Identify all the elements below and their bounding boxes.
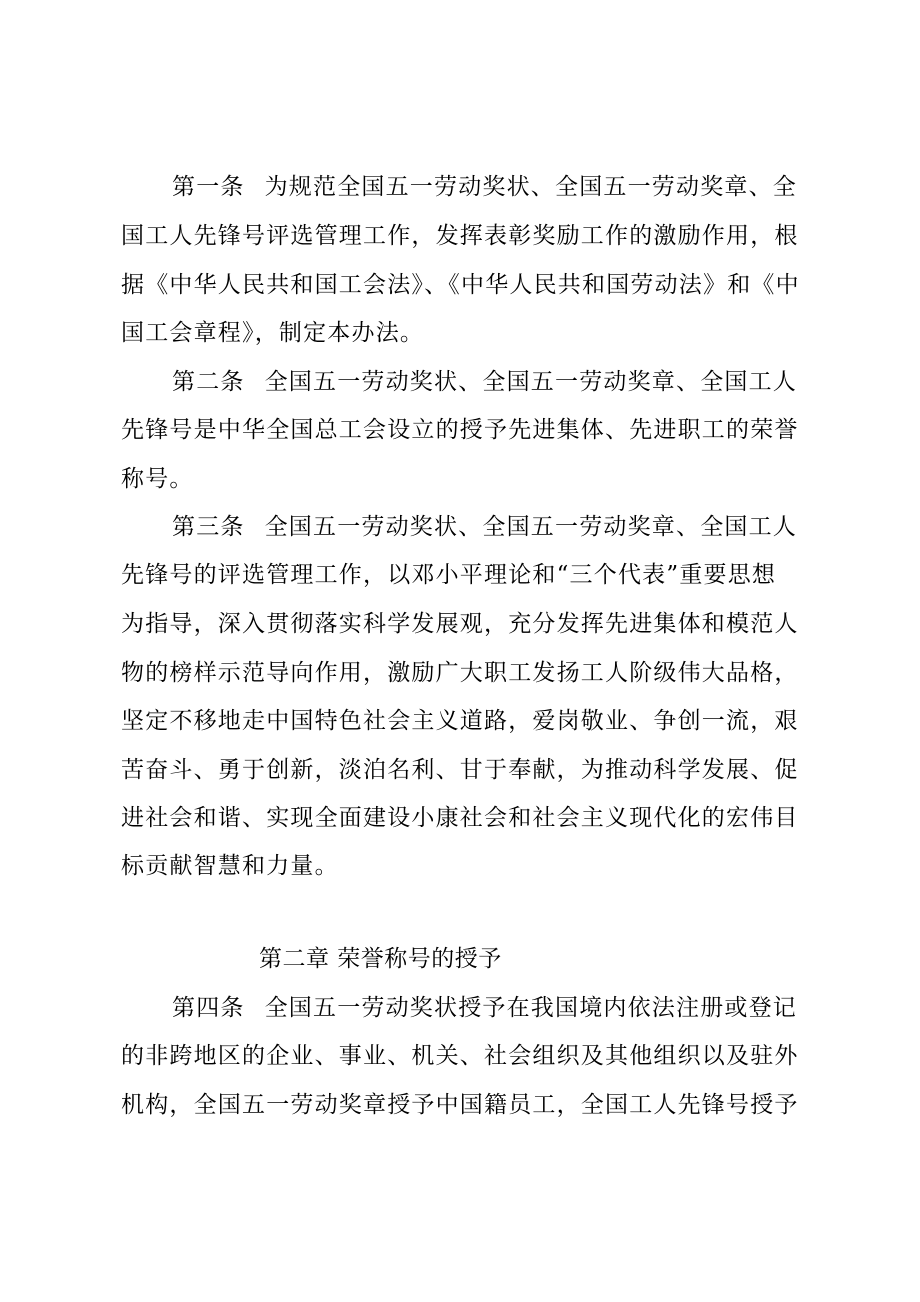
article-1-line-3: 据《中华人民共和国工会法》、《中华人民共和国劳动法》和《中	[121, 272, 800, 298]
article-1-line-4: 国工会章程》，制定本办法。	[121, 320, 425, 346]
article-4-text: 全国五一劳动奖状授予在我国境内依法注册或登记	[264, 995, 798, 1021]
article-3-label: 第三条	[172, 514, 245, 540]
article-2-line-1	[172, 367, 812, 397]
article-3-line-2: 先锋号的评选管理工作，以邓小平理论和“三个代表”重要思想	[121, 562, 777, 588]
chapter-heading: 第二章 荣誉称号的授予	[259, 946, 502, 972]
article-4-label: 第四条	[172, 995, 245, 1021]
article-2-label: 第二条	[172, 369, 245, 395]
article-2-line-2: 先锋号是中华全国总工会设立的授予先进集体、先进职工的荣誉	[121, 417, 799, 443]
article-4-line-1	[172, 993, 812, 1023]
article-4-line-2: 的非跨地区的企业、事业、机关、社会组织及其他组织以及驻外	[121, 1043, 799, 1069]
article-3-line-5: 坚定不移地走中国特色社会主义道路，爱岗敬业、争创一流，艰	[121, 708, 799, 734]
article-1-line-2: 国工人先锋号评选管理工作，发挥表彰奖励工作的激励作用，根	[121, 223, 799, 249]
article-1-line-1	[172, 172, 812, 202]
article-3-line-4: 物的榜样示范导向作用，激励广大职工发扬工人阶级伟大品格，	[121, 660, 799, 686]
article-2-line-3: 称号。	[121, 466, 194, 492]
article-3-line-6: 苦奋斗、勇于创新，淡泊名利、甘于奉献，为推动科学发展、促	[121, 757, 799, 783]
article-3-line-3: 为指导，深入贯彻落实科学发展观，充分发挥先进集体和模范人	[121, 611, 799, 637]
article-1-text: 为规范全国五一劳动奖状、全国五一劳动奖章、全	[264, 174, 798, 200]
article-2-text: 全国五一劳动奖状、全国五一劳动奖章、全国工人	[264, 369, 798, 395]
article-1-label: 第一条	[172, 174, 245, 200]
article-3-text: 全国五一劳动奖状、全国五一劳动奖章、全国工人	[264, 514, 798, 540]
article-3-line-7: 进社会和谐、实现全面建设小康社会和社会主义现代化的宏伟目	[121, 805, 799, 831]
article-3-line-8: 标贡献智慧和力量。	[121, 853, 339, 879]
article-3-line-1	[172, 512, 812, 542]
article-4-line-3: 机构，全国五一劳动奖章授予中国籍员工，全国工人先锋号授予	[121, 1092, 799, 1118]
